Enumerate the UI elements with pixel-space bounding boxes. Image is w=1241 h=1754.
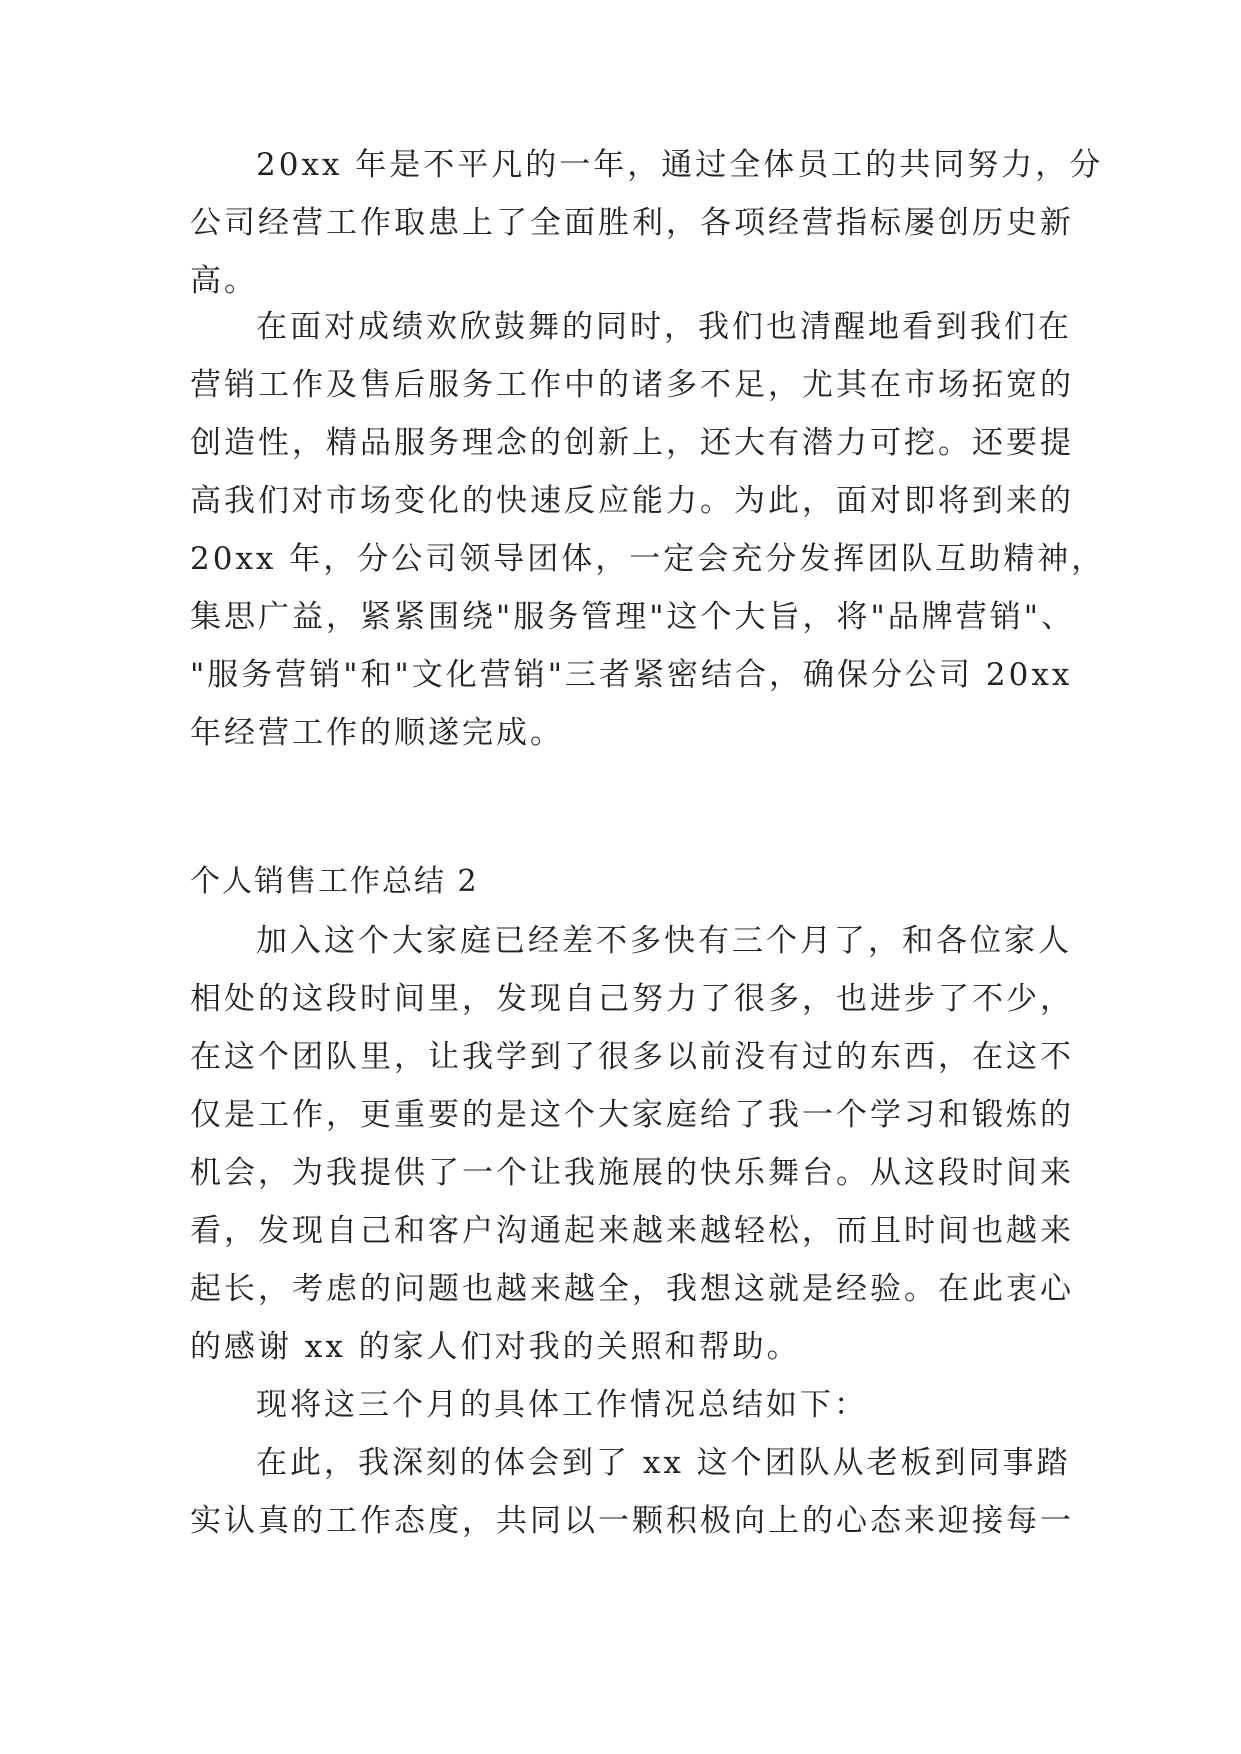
text-line: 20xx 年，分公司领导团体，一定会充分发挥团队互助精神， <box>190 541 1106 577</box>
section-heading-block <box>190 853 1070 911</box>
paragraph-2 <box>190 298 1106 762</box>
paragraph-1 <box>190 136 1104 310</box>
text-line: 看，发现自己和客户沟通起来越来越轻松，而且时间也越来 <box>190 1213 1074 1249</box>
text-line: 高我们对市场变化的快速反应能力。为此，面对即将到来的 <box>190 483 1074 519</box>
text-line: 20xx 年是不平凡的一年，通过全体员工的共同努力，分 <box>256 147 1104 183</box>
text-line: 机会，为我提供了一个让我施展的快乐舞台。从这段时间来 <box>190 1155 1074 1191</box>
text-line: 起长，考虑的问题也越来越全，我想这就是经验。在此衷心 <box>190 1271 1074 1307</box>
text-line: 仅是工作，更重要的是这个大家庭给了我一个学习和锻炼的 <box>190 1097 1074 1133</box>
text-line: 高。 <box>190 263 258 299</box>
text-line: 营销工作及售后服务工作中的诸多不足，尤其在市场拓宽的 <box>190 367 1074 403</box>
text-line: 在此，我深刻的体会到了 xx 这个团队从老板到同事踏 <box>256 1445 1071 1481</box>
text-line: 公司经营工作取患上了全面胜利，各项经营指标屡创历史新 <box>190 205 1074 241</box>
text-line: 年经营工作的顺遂完成。 <box>190 715 564 751</box>
text-line: 在面对成绩欢欣鼓舞的同时，我们也清醒地看到我们在 <box>256 309 1072 345</box>
text-line: 相处的这段时间里，发现自己努力了很多，也进步了不少， <box>190 981 1074 1017</box>
text-line: 实认真的工作态度，共同以一颗积极向上的心态来迎接每一 <box>190 1503 1074 1539</box>
text-line: "服务营销"和"文化营销"三者紧密结合，确保分公司 20xx <box>190 657 1073 693</box>
text-line: 的感谢 xx 的家人们对我的关照和帮助。 <box>190 1329 801 1365</box>
text-line: 集思广益，紧紧围绕"服务管理"这个大旨，将"品牌营销"、 <box>190 599 1076 635</box>
text-line: 在这个团队里，让我学到了很多以前没有过的东西，在这不 <box>190 1039 1074 1075</box>
paragraph-5 <box>190 1434 1074 1550</box>
text-line: 创造性，精品服务理念的创新上，还大有潜力可挖。还要提 <box>190 425 1074 461</box>
paragraph-3 <box>190 912 1074 1376</box>
text-line: 现将这三个月的具体工作情况总结如下： <box>256 1387 868 1423</box>
text-line: 加入这个大家庭已经差不多快有三个月了，和各位家人 <box>256 923 1072 959</box>
paragraph-4 <box>190 1376 1070 1434</box>
section-heading: 个人销售工作总结 2 <box>190 864 479 899</box>
